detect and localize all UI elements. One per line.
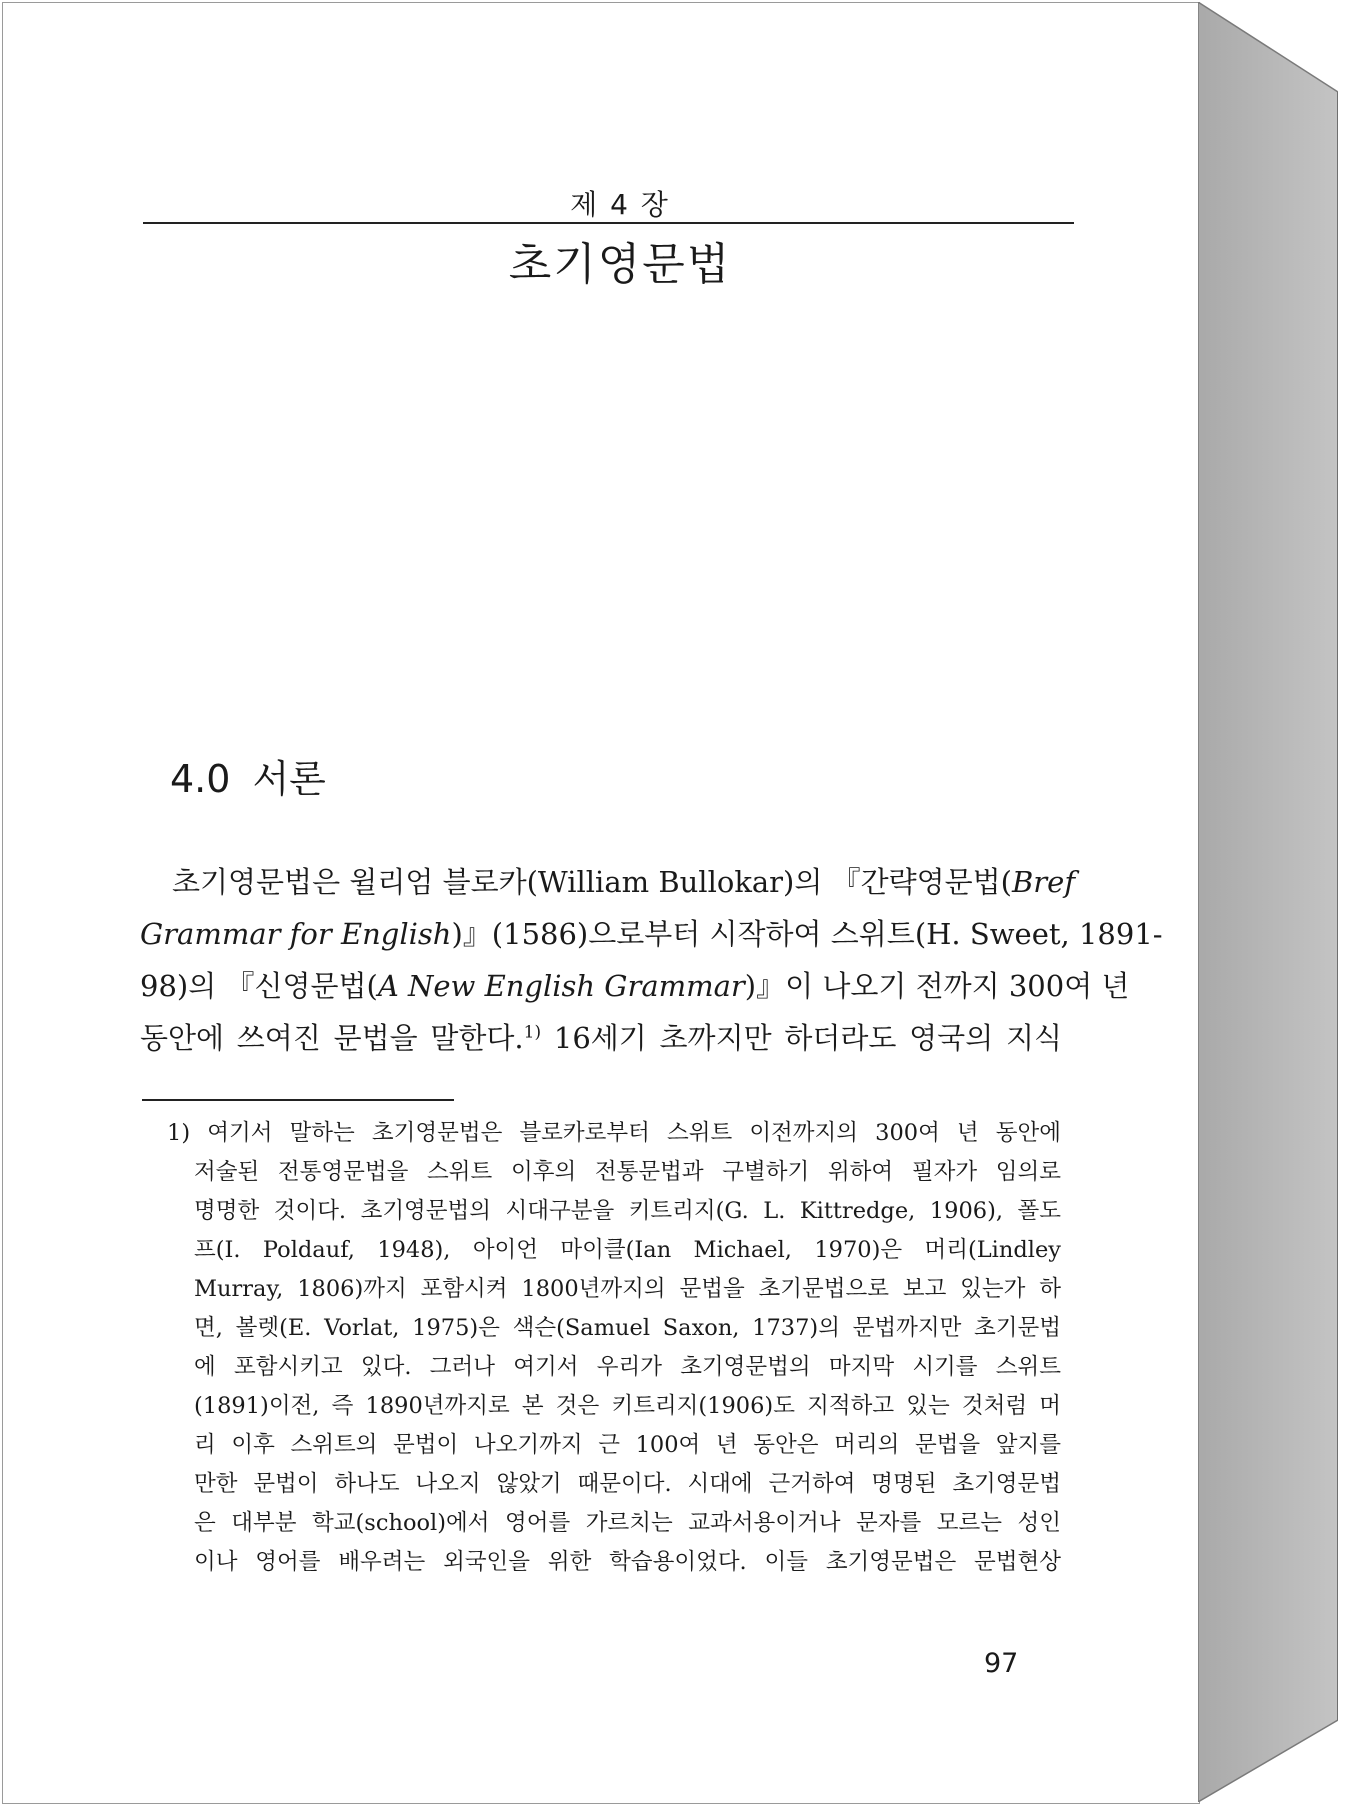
body-line: 초기영문법은 윌리엄 블로카(William Bullokar)의 『간략영문법(Bref (172, 865, 1076, 899)
body-line: 98)의 『신영문법(A New English Grammar)』이 나오기 전까지 300여 년 (140, 969, 1130, 1003)
chapter-divider (143, 222, 1074, 224)
footnote-divider (142, 1099, 454, 1101)
footnote-line: 저술된 전통영문법을 스위트 이후의 전통문법과 구별하기 위하여 필자가 임의로 (194, 1159, 1061, 1185)
footnote-line: 명명한 것이다. 초기영문법의 시대구분을 키트리지(G. L. Kittredge, 1906), 폴도 (194, 1198, 1061, 1224)
footnote-line: 1) 여기서 말하는 초기영문법은 블로카로부터 스위트 이전까지의 300여 년 동안에 (167, 1120, 1062, 1146)
footnote-line: 에 포함시키고 있다. 그러나 여기서 우리가 초기영문법의 마지막 시기를 스위트 (194, 1354, 1061, 1380)
footnote-line: 면, 볼렛(E. Vorlat, 1975)은 색슨(Samuel Saxon, 1737)의 문법까지만 초기문법 (194, 1315, 1061, 1341)
footnote-line: (1891)이전, 즉 1890년까지로 본 것은 키트리지(1906)도 지적하고 있는 것처럼 머 (194, 1393, 1061, 1419)
footnote-line: 리 이후 스위트의 문법이 나오기까지 근 100여 년 동안은 머리의 문법을 앞지를 (194, 1432, 1061, 1458)
chapter-title: 초기영문법 (508, 239, 732, 290)
body-line: Grammar for English)』(1586)으로부터 시작하여 스위트(H. Sweet, 1891- (140, 917, 1163, 951)
body-text: 동안에 쓰여진 문법을 말한다. (140, 1021, 524, 1055)
footnote-line: Murray, 1806)까지 포함시켜 1800년까지의 문법을 초기문법으로 보고 있는가 하 (194, 1276, 1061, 1302)
page-number: 97 (984, 1648, 1019, 1679)
section-title: 서론 (252, 757, 326, 801)
body-text: 16세기 초까지만 하더라도 영국의 지식 (541, 1021, 1062, 1055)
body-line (140, 1012, 1062, 1064)
footnote-reference[interactable]: 1) (523, 1022, 542, 1043)
footnote-line: 은 대부분 학교(school)에서 영어를 가르치는 교과서용이거나 문자를 모르는 성인 (194, 1510, 1061, 1536)
chapter-label: 제 4 장 (570, 188, 670, 221)
section-heading (170, 748, 326, 803)
footnote-line: 만한 문법이 하나도 나오지 않았기 때문이다. 시대에 근거하여 명명된 초기영문법 (194, 1471, 1061, 1497)
footnote-marker: 1) (167, 1120, 191, 1146)
footnote-line: 프(I. Poldauf, 1948), 아이언 마이클(Ian Michael, 1970)은 머리(Lindley (194, 1237, 1061, 1263)
section-number: 4.0 (170, 757, 231, 801)
body-paragraph (140, 856, 1163, 1064)
footnote-line: 이나 영어를 배우려는 외국인을 위한 학습용이었다. 이들 초기영문법은 문법현상 (194, 1549, 1061, 1575)
footnote (167, 1114, 1061, 1582)
